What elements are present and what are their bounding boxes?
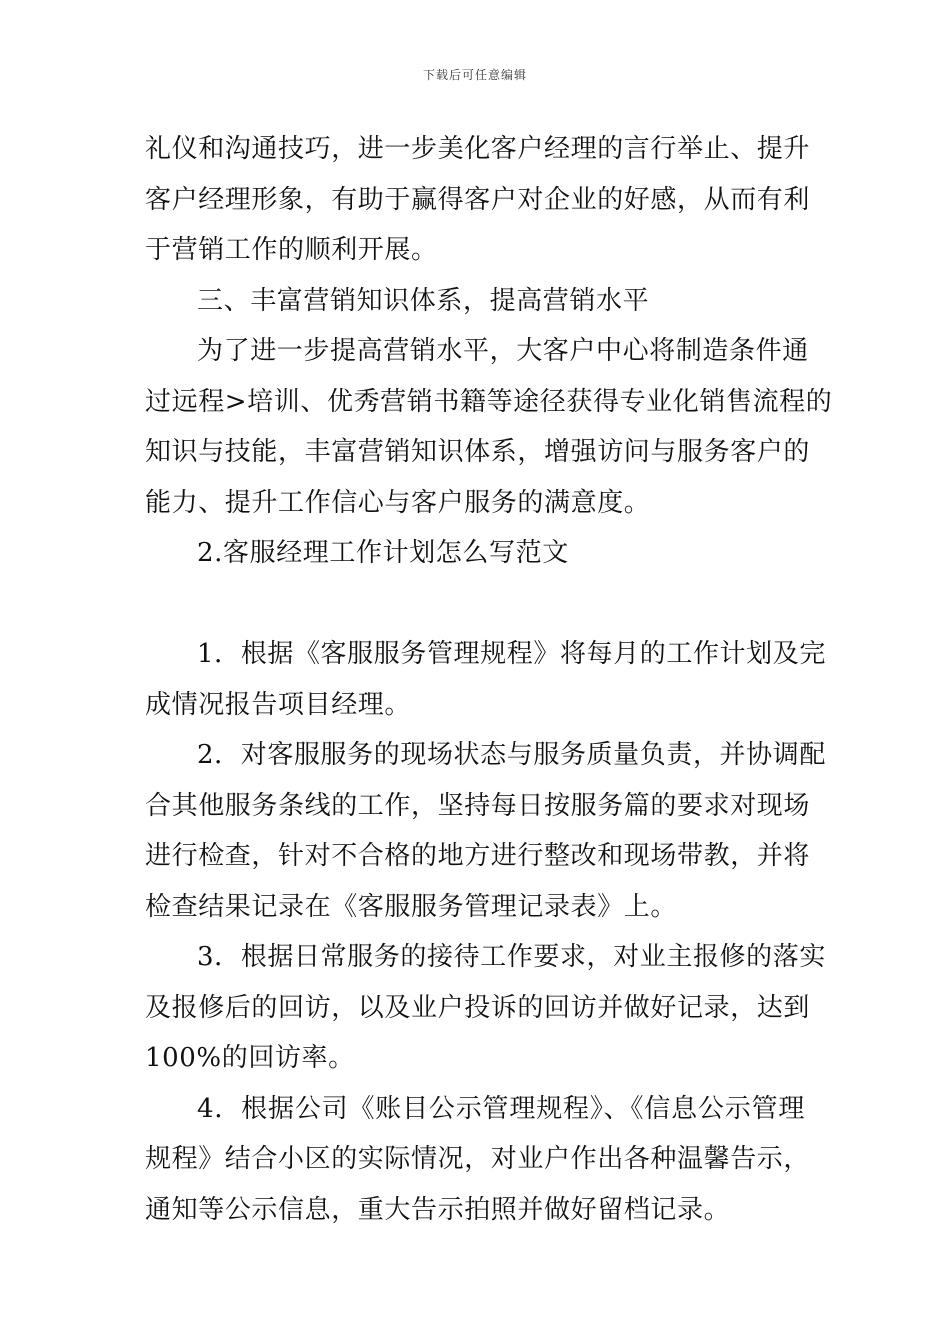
text-line: 3．根据日常服务的接待工作要求，对业主报修的落实 xyxy=(197,942,826,972)
text-line: 100%的回访率。 xyxy=(145,1043,355,1073)
document-body xyxy=(145,124,833,1235)
text-line: 检查结果记录在《客服服务管理记录表》上。 xyxy=(145,891,678,922)
text-line: 知识与技能，丰富营销知识体系，增强访问与服务客户的 xyxy=(145,437,811,467)
text-line: 于营销工作的顺利开展。 xyxy=(145,235,438,265)
text-line: 1．根据《客服服务管理规程》将每月的工作计划及完 xyxy=(197,639,826,669)
section-heading: 2.客服经理工作计划怎么写范文 xyxy=(197,538,569,568)
section-heading: 三、丰富营销知识体系，提高营销水平 xyxy=(197,285,650,316)
text-line: 为了进一步提高营销水平，大客户中心将制造条件通 xyxy=(197,336,809,366)
text-line: 能力、提升工作信心与客户服务的满意度。 xyxy=(145,487,651,518)
text-line: 进行检查，针对不合格的地方进行整改和现场带教，并将 xyxy=(145,841,811,871)
text-line: 4．根据公司《账目公示管理规程》、《信息公示管理 xyxy=(197,1093,805,1124)
text-line: 合其他服务条线的工作，坚持每日按服务篇的要求对现场 xyxy=(145,790,811,821)
text-line: 通知等公示信息，重大告示拍照并做好留档记录。 xyxy=(145,1194,731,1225)
text-line: 规程》结合小区的实际情况，对业户作出各种温馨告示， xyxy=(145,1144,811,1174)
header-note: 下载后可任意编辑 xyxy=(422,68,527,82)
text-line: 及报修后的回访，以及业户投诉的回访并做好记录，达到 xyxy=(145,992,811,1023)
blank-line xyxy=(145,579,805,630)
text-line: 2．对客服服务的现场状态与服务质量负责，并协调配 xyxy=(197,740,826,770)
text-line: 客户经理形象，有助于赢得客户对企业的好感，从而有利 xyxy=(145,184,811,215)
text-line: 过远程>培训、优秀营销书籍等途径获得专业化销售流程的 xyxy=(145,386,833,417)
text-line: 礼仪和沟通技巧，进一步美化客户经理的言行举止、提升 xyxy=(145,134,811,164)
text-line: 成情况报告项目经理。 xyxy=(145,689,412,720)
